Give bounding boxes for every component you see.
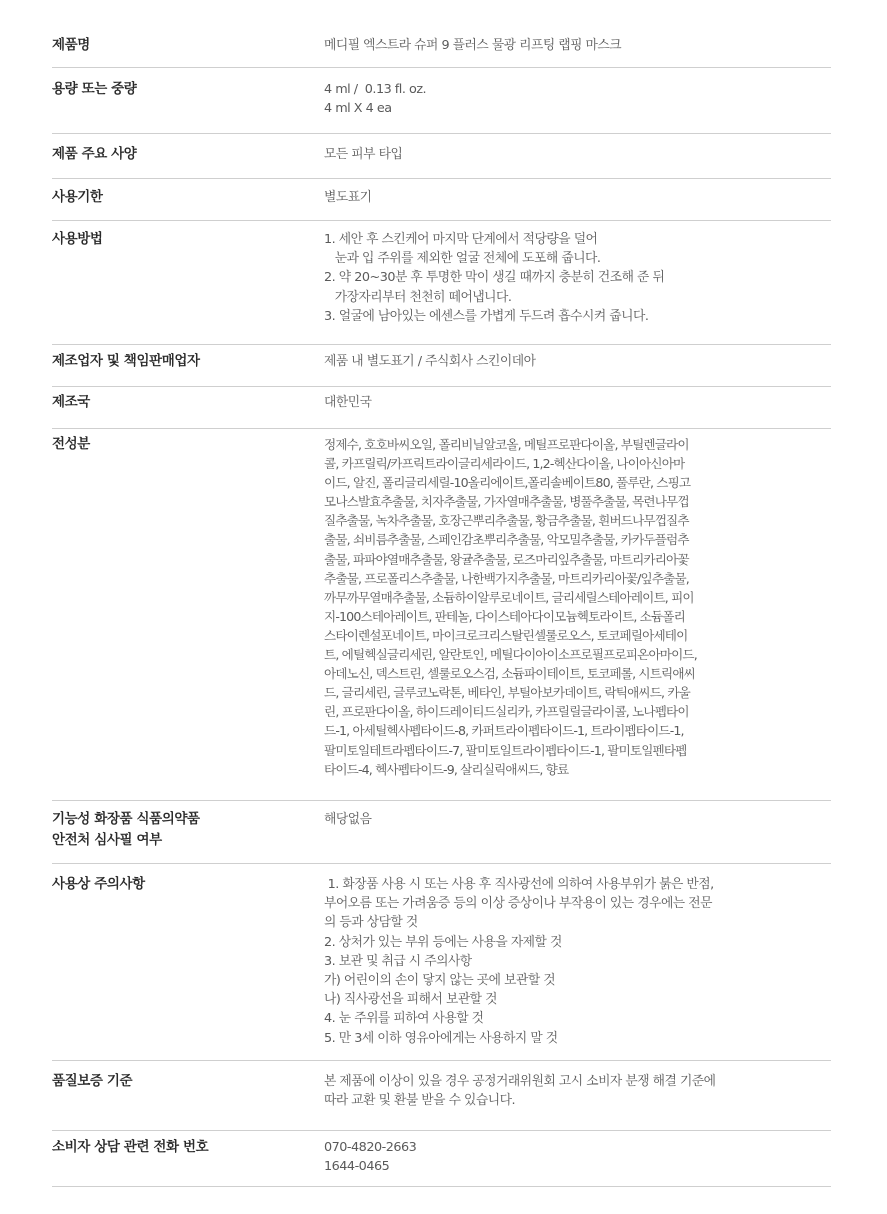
info-row — [52, 1061, 831, 1131]
row-value-line: 5. 만 3세 이하 영유아에게는 사용하지 말 것 — [324, 1030, 558, 1046]
row-value-line: 따라 교환 및 환불 받을 수 있습니다. — [324, 1093, 516, 1109]
row-label — [52, 874, 302, 895]
row-value-line: 스타이렌설포네이트, 마이크로크리스탈린셀룰로오스, 토코페릴아세테이 — [324, 627, 688, 643]
row-value-line: 메디필 엑스트라 슈퍼 9 플러스 물광 리프팅 랩핑 마스크 — [324, 38, 622, 53]
row-label-line: 제품 주요 사양 — [52, 146, 137, 162]
info-row — [52, 179, 831, 221]
row-value — [324, 145, 831, 164]
row-label — [52, 229, 302, 250]
row-value-line: 3. 얼굴에 남아있는 에센스를 가볍게 두드려 흡수시켜 줍니다. — [324, 308, 649, 324]
row-value — [324, 393, 831, 412]
row-value-line: 드, 글리세린, 글루코노락톤, 베타인, 부틸아보카데이트, 락틱애씨드, 카울 — [324, 685, 690, 701]
row-value — [324, 230, 831, 326]
row-label — [52, 434, 302, 455]
row-value-line: 1. 세안 후 스킨케어 마지막 단계에서 적당량을 덜어 — [324, 232, 598, 247]
row-value — [324, 1072, 831, 1110]
row-value-line: 해당없음 — [324, 812, 372, 827]
row-value-line: 별도표기 — [324, 190, 372, 205]
row-value-line: 까무까무열매추출물, 소듐하이알루로네이트, 글리세릴스테아레이트, 피이 — [324, 589, 694, 605]
row-value-line: 콜, 카프릴릭/카프릭트라이글리세라이드, 1,2-헥산다이올, 나이아신아마 — [324, 456, 685, 472]
row-label — [52, 351, 302, 372]
info-row — [52, 345, 831, 387]
row-value — [324, 352, 831, 371]
info-row — [52, 221, 831, 345]
info-row — [52, 134, 831, 179]
row-value-line: 추출물, 프로폴리스추출물, 나한백가지추출물, 마트리카리아꽃/잎추출물, — [324, 570, 689, 586]
row-label-line: 제조국 — [52, 394, 90, 410]
row-value-line: 070-4820-2663 — [324, 1140, 417, 1155]
row-label-line: 품질보증 기준 — [52, 1073, 133, 1089]
row-label — [52, 144, 302, 165]
row-value — [324, 36, 831, 55]
row-value-line: 의 등과 상담할 것 — [324, 915, 418, 931]
info-row — [52, 27, 831, 68]
row-value-line: 팔미토일테트라펩타이드-7, 팔미토일트라이펩타이드-1, 팔미토일펜타펩 — [324, 742, 687, 758]
row-label — [52, 1071, 302, 1092]
info-row — [52, 68, 831, 134]
row-value-line: 가) 어린이의 손이 닿지 않는 곳에 보관할 것 — [324, 973, 556, 989]
row-value-line: 아데노신, 덱스트린, 셀룰로오스검, 소듐파이테이트, 토코페롤, 시트릭애씨 — [324, 666, 695, 682]
row-value-line: 4 ml X 4 ea — [324, 101, 392, 117]
row-value-line: 나) 직사광선을 피해서 보관할 것 — [324, 992, 497, 1008]
row-label-line: 기능성 화장품 식품의약품 — [52, 811, 200, 827]
info-row — [52, 429, 831, 801]
row-value-line: 타이드-4, 헥사펩타이드-9, 살리실릭애씨드, 향료 — [324, 761, 569, 777]
row-label-line: 전성분 — [52, 436, 90, 452]
info-row — [52, 387, 831, 429]
row-value-line: 모나스발효추출물, 치자추출물, 가자열매추출물, 병풀추출물, 목련나무껍 — [324, 494, 689, 510]
row-label-line: 안전처 심사필 여부 — [52, 832, 162, 848]
row-label — [52, 1137, 302, 1158]
row-label-line: 사용방법 — [52, 231, 103, 247]
row-value-line: 대한민국 — [324, 395, 372, 410]
row-value-line: 3. 보관 및 취급 시 주의사항 — [324, 953, 472, 969]
row-label — [52, 79, 302, 100]
row-value-line: 트, 에틸헥실글리세린, 알란토인, 메틸다이아이소프로필프로피온아마이드, — [324, 647, 697, 663]
row-value-line: 린, 프로판다이올, 하이드레이티드실리카, 카프릴릴글라이콜, 노나펩타이 — [324, 704, 689, 720]
row-label — [52, 187, 302, 208]
row-value — [324, 1138, 831, 1176]
row-value-line: 1644-0465 — [324, 1159, 390, 1175]
row-value-line: 질추출물, 녹차추출물, 호장근뿌리추출물, 황금추출물, 흰버드나무껍질추 — [324, 513, 689, 529]
row-value-line: 부어오름 또는 가려움증 등의 이상 증상이나 부작용이 있는 경우에는 전문 — [324, 896, 712, 912]
info-row — [52, 801, 831, 864]
row-label — [52, 392, 302, 413]
row-value-line: 가장자리부터 천천히 떼어냅니다. — [324, 289, 512, 305]
info-row — [52, 864, 831, 1061]
row-value-line: 지-100스테아레이트, 판테놀, 다이스테아다이모늄헥토라이트, 소듐폴리 — [324, 608, 685, 624]
row-value — [324, 810, 831, 829]
row-label-line: 제조업자 및 책임판매업자 — [52, 353, 200, 369]
row-value-line: 정제수, 호호바씨오일, 폴리비닐알코올, 메틸프로판다이올, 부틸렌글라이 — [324, 437, 689, 452]
info-row — [52, 1131, 831, 1187]
row-label-line: 사용상 주의사항 — [52, 876, 145, 892]
row-value — [324, 875, 831, 1048]
row-value-line: 드-1, 아세틸헥사펩타이드-8, 카퍼트라이펩타이드-1, 트라이펩타이드-1, — [324, 723, 684, 739]
row-label-line: 소비자 상담 관련 전화 번호 — [52, 1139, 209, 1155]
row-value-line: 모든 피부 타입 — [324, 147, 403, 162]
row-value-line: 출물, 쇠비름추출물, 스페인감초뿌리추출물, 악모밀추출물, 카카두플럼추 — [324, 532, 689, 548]
row-value — [324, 188, 831, 207]
row-value-line: 출물, 파파야열매추출물, 왕귤추출물, 로즈마리잎추출물, 마트리카리아꽃 — [324, 551, 689, 567]
row-label-line: 용량 또는 중량 — [52, 81, 137, 97]
row-value-line: 2. 상처가 있는 부위 등에는 사용을 자제할 것 — [324, 934, 562, 950]
row-value-line: 본 제품에 이상이 있을 경우 공정거래위원회 고시 소비자 분쟁 해결 기준에 — [324, 1074, 716, 1089]
row-value-line: 제품 내 별도표기 / 주식회사 스킨이데아 — [324, 354, 536, 369]
row-label — [52, 809, 302, 851]
row-value — [324, 435, 831, 779]
row-value-line: 4. 눈 주위를 피하여 사용할 것 — [324, 1011, 484, 1027]
row-value-line: 이드, 알진, 폴리글리세릴-10올리에이트,폴리솔베이트80, 풀루란, 스핑고 — [324, 475, 691, 491]
row-value-line: 2. 약 20~30분 후 투명한 막이 생길 때까지 충분히 건조해 준 뒤 — [324, 270, 665, 286]
row-value — [324, 80, 831, 118]
row-label — [52, 35, 302, 56]
row-value-line: 1. 화장품 사용 시 또는 사용 후 직사광선에 의하여 사용부위가 붉은 반점, — [324, 877, 714, 892]
row-label-line: 사용기한 — [52, 189, 103, 205]
row-value-line: 4 ml / 0.13 fl. oz. — [324, 82, 427, 97]
row-label-line: 제품명 — [52, 37, 90, 53]
row-value-line: 눈과 입 주위를 제외한 얼굴 전체에 도포해 줍니다. — [324, 251, 601, 267]
